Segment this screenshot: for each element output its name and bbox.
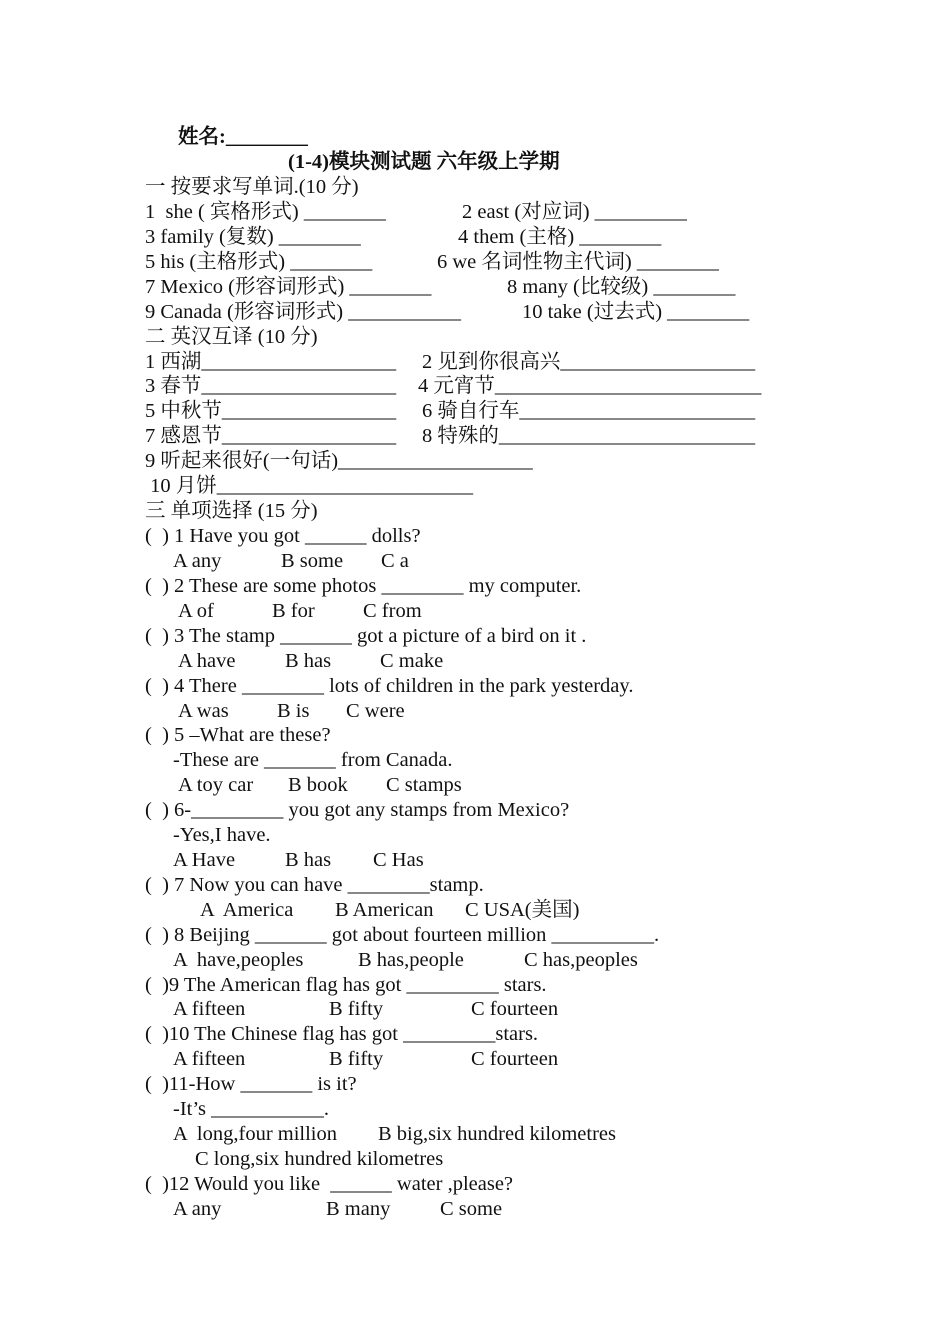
question-12: ( )12 Would you like ______ water ,please? xyxy=(145,1173,514,1195)
question-3: ( ) 3 The stamp _______ got a picture of a bird on it . xyxy=(145,625,587,647)
part1-item: 1 she ( 宾格形式) ________ xyxy=(145,201,386,223)
option: C USA(美国) xyxy=(465,899,580,921)
part2-item: 1 西湖___________________ xyxy=(145,351,397,373)
question-5: ( ) 5 –What are these? xyxy=(145,724,331,746)
option: A long,four million xyxy=(173,1123,337,1145)
option: B is xyxy=(277,700,310,722)
part1-item: 9 Canada (形容词形式) ___________ xyxy=(145,301,461,323)
part2-item: 7 感恩节_________________ xyxy=(145,425,397,447)
option: C from xyxy=(363,600,422,622)
option: B fifty xyxy=(329,998,384,1020)
option: C fourteen xyxy=(471,1048,559,1070)
option: B has xyxy=(285,650,332,672)
part2-item: 9 听起来很好(一句话)___________________ xyxy=(145,450,533,472)
option: A toy car xyxy=(178,774,254,796)
question-6-line2: -Yes,I have. xyxy=(173,824,271,846)
part1-item: 5 his (主格形式) ________ xyxy=(145,251,373,273)
part1-item: 7 Mexico (形容词形式) ________ xyxy=(145,276,432,298)
part1-heading: 一 按要求写单词.(10 分) xyxy=(145,176,359,198)
option: B has,people xyxy=(358,949,464,971)
part1-item: 2 east (对应词) _________ xyxy=(462,201,687,223)
part2-item: 5 中秋节_________________ xyxy=(145,400,397,422)
part2-item: 8 特殊的_________________________ xyxy=(422,425,756,447)
option: A Have xyxy=(173,849,236,871)
question-4: ( ) 4 There ________ lots of children in the park yesterday. xyxy=(145,675,634,697)
part2-item: 6 骑自行车_______________________ xyxy=(422,400,756,422)
question-7: ( ) 7 Now you can have ________stamp. xyxy=(145,874,484,896)
option: C were xyxy=(346,700,405,722)
option: B American xyxy=(335,899,434,921)
part1-item: 8 many (比较级) ________ xyxy=(507,276,736,298)
option: C fourteen xyxy=(471,998,559,1020)
question-11-line2: -It’s ___________. xyxy=(173,1098,330,1120)
part1-item: 10 take (过去式) ________ xyxy=(522,301,750,323)
option: A fifteen xyxy=(173,1048,246,1070)
option: C some xyxy=(440,1198,503,1220)
question-5-line2: -These are _______ from Canada. xyxy=(173,749,453,771)
name-field-line: 姓名:________ xyxy=(178,126,308,148)
part1-item: 6 we 名词性物主代词) ________ xyxy=(437,251,719,273)
option: A America xyxy=(200,899,294,921)
option: A any xyxy=(173,550,222,572)
part1-item: 4 them (主格) ________ xyxy=(458,226,662,248)
option: A any xyxy=(173,1198,222,1220)
question-9: ( )9 The American flag has got _________ stars. xyxy=(145,974,547,996)
part1-item: 3 family (复数) ________ xyxy=(145,226,361,248)
part2-heading: 二 英汉互译 (10 分) xyxy=(145,326,318,348)
option: B big,six hundred kilometres xyxy=(378,1123,617,1145)
option: C has,peoples xyxy=(524,949,638,971)
option: B book xyxy=(288,774,348,796)
part3-heading: 三 单项选择 (15 分) xyxy=(145,500,318,522)
option: A was xyxy=(178,700,229,722)
question-11: ( )11-How _______ is it? xyxy=(145,1073,357,1095)
page-title: (1-4)模块测试题 六年级上学期 xyxy=(288,151,560,173)
option: A have xyxy=(178,650,236,672)
option: B for xyxy=(272,600,315,622)
option: B many xyxy=(326,1198,391,1220)
question-2: ( ) 2 These are some photos ________ my computer. xyxy=(145,575,582,597)
question-8: ( ) 8 Beijing _______ got about fourteen million __________. xyxy=(145,924,660,946)
option: C long,six hundred kilometres xyxy=(195,1148,444,1170)
part2-item: 10 月饼_________________________ xyxy=(145,475,473,497)
option: B has xyxy=(285,849,332,871)
option: A fifteen xyxy=(173,998,246,1020)
option: A have,peoples xyxy=(173,949,304,971)
question-6: ( ) 6-_________ you got any stamps from Mexico? xyxy=(145,799,570,821)
part2-item: 4 元宵节__________________________ xyxy=(418,375,762,397)
question-10: ( )10 The Chinese flag has got _________stars. xyxy=(145,1023,539,1045)
option: B some xyxy=(281,550,344,572)
part2-item: 2 见到你很高兴___________________ xyxy=(422,351,756,373)
option: C make xyxy=(380,650,444,672)
option: A of xyxy=(178,600,214,622)
option: C a xyxy=(381,550,409,572)
option: B fifty xyxy=(329,1048,384,1070)
question-1: ( ) 1 Have you got ______ dolls? xyxy=(145,525,421,547)
part2-item: 3 春节___________________ xyxy=(145,375,397,397)
option: C stamps xyxy=(386,774,462,796)
option: C Has xyxy=(373,849,424,871)
